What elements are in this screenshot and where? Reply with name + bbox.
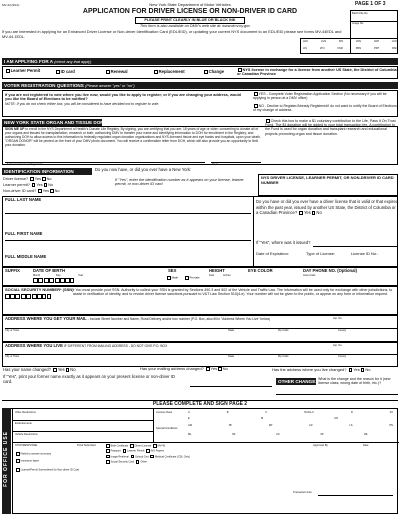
id-nondriver-card: Non-driver ID card? Yes No [3, 189, 60, 193]
ssn-boxes[interactable] [5, 294, 52, 300]
form-id: MV-44 (9/12) [2, 3, 20, 7]
learner-permit-label: Learner Permit [10, 68, 41, 73]
stop-response-label: STOP/RESPONSE [15, 444, 38, 447]
donor-consent-label: ✔ Donor Consent Signature [6, 161, 44, 166]
special-row2: ML NF UC XP WL [188, 433, 368, 436]
learner-permit-checkbox[interactable] [6, 69, 10, 73]
applying-note: (check any that apply) [54, 59, 92, 64]
proof-items: Birth Certificate Driver License MV-45 Passport Learner Permit INS Papers Image Retrieval School Cert Medical Certificate (CDL Only) Social Security Card Other [105, 444, 285, 466]
dob-label: DATE OF BIRTH [33, 268, 66, 273]
dl-no-checkbox[interactable] [42, 177, 46, 181]
approved-date-label: Date [363, 444, 369, 447]
former-name-field[interactable] [190, 386, 272, 387]
code-ldp: LDP [373, 40, 379, 43]
proof-submitted-label: Proof Submitted [77, 444, 96, 447]
mail-changed-no[interactable] [218, 367, 222, 371]
voter-section [2, 90, 398, 117]
change-label: Change [208, 69, 224, 74]
apply-options-row [2, 66, 398, 79]
license-id-label: License ID No.: [351, 251, 379, 256]
last-name-field[interactable] [5, 213, 251, 214]
transaction-fee-field[interactable] [318, 495, 393, 496]
live-county-label: County [338, 355, 347, 358]
other-change-bar: OTHER CHANGE: [278, 378, 317, 384]
replacement-checkbox[interactable] [154, 70, 158, 74]
code-fnr: FNR [337, 47, 343, 50]
lp-no-checkbox[interactable] [44, 183, 48, 187]
other-license-no-checkbox[interactable] [312, 211, 316, 215]
type-license-label: Type of License: [306, 251, 336, 256]
batch-file-label: Batch File No. [352, 12, 369, 15]
id-bar: IDENTIFICATION INFORMATION [2, 168, 92, 175]
applying-bar [2, 58, 398, 65]
other-license-yes-checkbox[interactable] [299, 211, 303, 215]
form-title: APPLICATION FOR DRIVER LICENSE OR NON-DRIVER ID CARD [82, 8, 298, 15]
failed-answer: Failed to answer summary [15, 452, 51, 456]
id-card-checkbox[interactable] [56, 70, 60, 74]
mail-state-label: State [228, 329, 235, 332]
ssn-label: SOCIAL SECURITY NUMBER* (SSN) [5, 287, 74, 292]
office-use-strip [2, 408, 11, 514]
apply-nys-exchange[interactable] [237, 68, 397, 77]
office-use-label: FOR OFFICE USE [3, 430, 10, 487]
sex-label: SEX [168, 268, 177, 273]
height-inches: Inches [223, 274, 231, 277]
name-changed: Has your name changed? Yes No [3, 367, 76, 372]
code-paf: PAF [392, 47, 397, 50]
donor-text [5, 128, 261, 147]
where-issued-label: If "Yes", where was it issued? [256, 240, 311, 245]
mail-zip-label: Zip Code [278, 329, 289, 332]
mail-county-label: County [338, 329, 347, 332]
where-issued-field[interactable] [313, 246, 397, 247]
middle-name-label: FULL MIDDLE NAME [5, 254, 47, 259]
apply-learner-permit[interactable] [5, 69, 45, 74]
voter-bar-label: VOTER REGISTRATION QUESTIONS [4, 82, 84, 88]
renewal-checkbox[interactable] [106, 70, 110, 74]
nys-exchange-checkbox[interactable] [238, 68, 242, 72]
live-changed-yes[interactable] [349, 368, 353, 372]
other-change-text: What is the change and the reason for it (new license class, wrong date of birth, etc.)? [318, 377, 391, 386]
mail-changed-yes[interactable] [206, 367, 210, 371]
code-ltn: LTN [319, 47, 325, 50]
code-lso: LSO [391, 40, 397, 43]
id-items [3, 177, 73, 195]
dob-year: Year [78, 274, 84, 277]
id-number-box[interactable] [258, 174, 398, 196]
donor-date-label: Date [212, 161, 219, 166]
other-change-field[interactable] [276, 394, 398, 395]
mail-address-section [2, 315, 398, 342]
live-address-section [2, 342, 398, 367]
apply-replacement[interactable] [153, 70, 185, 75]
donor-signup: SIGN ME UP [5, 127, 25, 131]
code-prn: PRN [355, 47, 362, 50]
live-zip-label: Zip Code [278, 355, 289, 358]
id-if-yes: If "Yes", enter the identification number as it appears on your license, learner permit, or non-driver ID card [115, 178, 244, 187]
id-driver-license: Driver license? Yes No [3, 177, 52, 181]
day-phone-label: DAY PHONE NO. (Optional) [303, 268, 357, 273]
height-feet: Feet [209, 274, 215, 277]
mail-address-header: ADDRESS WHERE YOU GET YOUR MAIL - Include Street Number and Name, Rural Delivery and/or box number (P.O. Box, also fill in "Address Where You Live" below) [5, 316, 271, 321]
image-no-label: Image No. [352, 22, 364, 25]
dl-yes-checkbox[interactable] [30, 177, 34, 181]
donor-contribution-label: Check this box to make a $1 voluntary contribution to the Life, Pass It On Trust Fund. The $1 donation will be added to your total transaction fee. A contribution to the Fund is used for organ donation and transplant research and educational projects promoting organ and tissue donation. [265, 119, 396, 136]
vehicle-restrictions-label: Vehicle Restrictions [15, 433, 38, 436]
area-code-label: Area Code [303, 274, 316, 277]
code-prt: PRT [374, 47, 380, 50]
last-name-label: FULL LAST NAME [5, 197, 42, 202]
code-lis: LIS [303, 47, 307, 50]
sex-male[interactable]: Male [166, 276, 178, 280]
id-card-label: ID card [60, 69, 75, 74]
special-conditions-label: Special Conditions [156, 427, 178, 430]
transaction-fee-label: Transaction Fee: [293, 491, 313, 494]
mail-changed: Has your mailing address changed? Yes No [140, 366, 228, 371]
apply-id-card[interactable] [55, 70, 75, 75]
male-checkbox[interactable] [167, 276, 171, 280]
other-restrictions-label: Other Restrictions [15, 411, 36, 414]
voter-note: (Please answer "yes" or "no") [85, 83, 135, 88]
donor-text-body: to enroll in the NYS Department of Health's Donate Life Registry. By signing, you are certifying that you are: 18 years of age or older; consenting to donate all of your organs and tissues for transplantation, research or both; authorizing DMV to transfer your name and identifying information to DOH for enrollment in the Registry; and authorizing DOH to allow access to this information to federally regulated organ donation organizations and NYS-licensed tissue and eye banks and hospitals, upon your death. "ORGAN DONOR" will be printed on the front of your DMV photo document. You will receive a confirmation letter from DOH, which will also provide you an opportunity to limit your donation. [5, 127, 261, 147]
eye-color-label: EYE COLOR [248, 268, 273, 273]
female-checkbox[interactable] [185, 276, 189, 280]
intro-text: If you are interested in applying for an Enhanced Driver License or Non-driver Identification Card (EDL/EID), or updating your current NYS document to an EDL/EID please see forms MV-44EDL and MV-44.1EDL. [2, 29, 342, 39]
name-changed-yes[interactable] [53, 368, 57, 372]
print-note: PLEASE PRINT CLEARLY IN BLUE OR BLACK INK [135, 17, 245, 24]
mail-apt-label: Apt. No. [333, 317, 343, 320]
former-name-note: If "Yes", print your former name exactly as it appears on your present license or non-driver ID card. [3, 374, 176, 384]
insurance-lapse: Insurance lapse [15, 459, 39, 463]
live-changed-no[interactable] [361, 368, 365, 372]
live-changed: Has the address where you live changed? Yes No [272, 367, 371, 372]
code-lrc: LRC [303, 40, 309, 43]
height-label: HEIGHT [209, 268, 225, 273]
live-apt-label: Apt. No. [333, 344, 343, 347]
first-name-field[interactable] [5, 240, 251, 241]
donor-date-line[interactable] [211, 162, 261, 163]
office-use-section [12, 408, 398, 514]
ssn-text: * You must provide your SSN. Authority to collect your SSN is granted by Sections 490.3 and 502 of the Vehicle and Traffic Law. The information will be used only for exchange with other jurisdictions, to assist in verification of identity, and to revoke driver license sanctions pursuant to V&T Law Section 510(4-e). Your number will not be given to the public, or appear on any form or information request. [73, 288, 393, 297]
page-number: PAGE 1 OF 3 [355, 1, 386, 7]
agency-name: New York State Department of Motor Vehicles [149, 2, 231, 7]
class-row2: E M MJ [188, 417, 338, 420]
license-surrender: License/Permit Surrendered for Non-driver ID Card [15, 468, 79, 472]
class-row1: A B C NCDL-C D DJ [188, 411, 393, 414]
name-section [2, 196, 398, 267]
code-lun: LUN [320, 40, 327, 43]
approved-by-label: Approved By [313, 444, 328, 447]
dob-month: Month [33, 274, 41, 277]
live-state-label: State [228, 355, 235, 358]
dob-day: Day [56, 274, 61, 277]
voter-no-option[interactable] [253, 104, 397, 112]
dob-boxes[interactable] [33, 278, 75, 284]
special-row1: AM PF DP LR LS PN [188, 424, 393, 427]
other-license-question: Do you have or did you ever have a driver license that is valid or that expired within the past year, issued by another US State, the District of Columbia or a Canadian Province? Yes No [256, 199, 398, 216]
ssn-row [2, 286, 398, 315]
voter-question: If you are not registered to vote where you live now, would you like to apply to register; or if you are changing your address, would you like the Board of Elections to be notified? [5, 92, 241, 101]
sex-female[interactable]: Female [184, 276, 200, 280]
id-learner-permit: Learner permit? Yes No [3, 183, 54, 187]
apply-renewal[interactable] [105, 70, 128, 75]
change-checkbox[interactable] [204, 70, 208, 74]
license-class-label: License Class [156, 411, 173, 414]
id-number-label: NYS DRIVER LICENSE, LEARNER PERMIT, OR NON-DRIVER ID CARD NUMBER [261, 175, 394, 185]
apply-change[interactable] [203, 70, 224, 75]
voter-note2: NOTE: If you do not check either box, you will be considered to have decided not to register to vote. [5, 102, 160, 106]
first-name-label: FULL FIRST NAME [5, 231, 43, 236]
live-address-header: ADDRESS WHERE YOU LIVE IF DIFFERENT FROM MAILING ADDRESS - DO NOT GIVE P.O. BOX [5, 343, 168, 348]
voter-no-label: NO - Decline to Register/Already Registered/I do not want to notify the Board of Elections of my change of address [253, 104, 397, 113]
donor-bar: NEW YORK STATE ORGAN AND TISSUE DONATION [4, 119, 118, 125]
replacement-label: Replacement [158, 69, 185, 74]
code-fin: FIN [338, 40, 344, 43]
office-codes-box [300, 38, 398, 54]
endorsements-label: Endorsements [15, 422, 32, 425]
name-changed-no[interactable] [66, 368, 70, 372]
id-question: Do you now have, or did you ever have a New York: [95, 167, 192, 172]
applying-bar-label: I AM APPLYING FOR A [4, 58, 53, 64]
suffix-label: SUFFIX [5, 268, 20, 273]
voter-yes-option[interactable] [253, 92, 397, 100]
lp-yes-checkbox[interactable] [32, 183, 36, 187]
nys-exchange-label: NYS license in exchange for a license from another US State, the District of Columbia or Canadian Province [237, 68, 397, 77]
mail-city-label: City or Town [5, 329, 20, 332]
renewal-label: Renewal [110, 69, 128, 74]
date-exp-label: Date of Expiration: [256, 251, 289, 256]
online-note: This form is also available on DMV's web site at: www.dmv.ny.gov [139, 24, 251, 28]
voter-yes-label: YES - Complete Voter Registration Application Section (No necessary if you will be applying in person at a DMV office) [253, 92, 387, 101]
code-lmv: LMV [355, 40, 362, 43]
voter-bar [2, 82, 398, 89]
sign-page2-bar: PLEASE COMPLETE AND SIGN PAGE 2 [2, 400, 398, 409]
office-codes-row2 [303, 47, 397, 50]
office-codes-row1 [303, 40, 397, 43]
nd-no-checkbox[interactable] [50, 189, 54, 193]
nd-yes-checkbox[interactable] [38, 189, 42, 193]
dob-row [2, 267, 398, 286]
live-city-label: City or Town [5, 355, 20, 358]
donor-contribution[interactable] [265, 119, 397, 136]
